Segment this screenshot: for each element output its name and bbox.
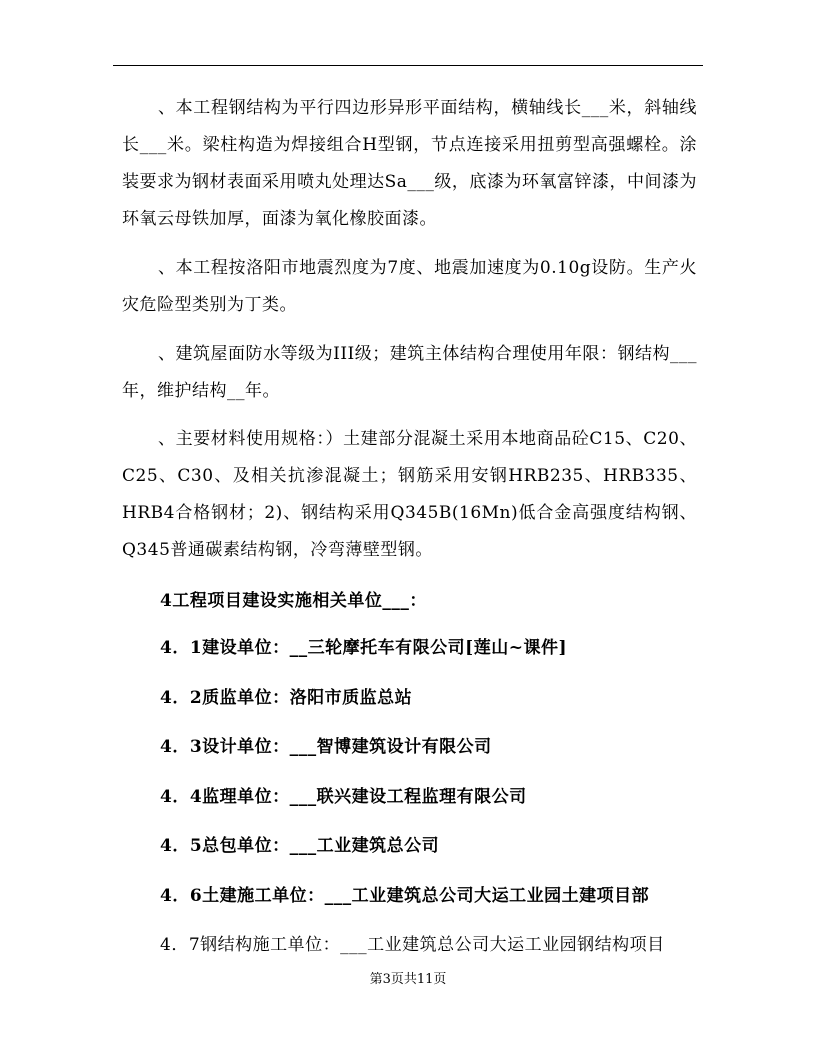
unit-civil-construction: 4．6土建施工单位：___工业建筑总公司大运工业园土建项目部 bbox=[160, 886, 650, 906]
unit-construction: 4．1建设单位：__三轮摩托车有限公司[莲山~课件] bbox=[160, 638, 567, 658]
paragraph-materials: 、主要材料使用规格：）土建部分混凝土采用本地商品砼C15、C20、C25、C30、及相关抗渗混凝土；钢筋采用安钢HRB235、HRB335、HRB4合格钢材；2)、钢结构采用Q345B(16Mn)低合金高强度结构钢、Q345普通碳素结构钢，冷弯薄壁型钢。 bbox=[122, 429, 697, 560]
unit-supervision: 4．4监理单位：___联兴建设工程监理有限公司 bbox=[160, 787, 527, 807]
paragraph-seismic: 、本工程按洛阳市地震烈度为7度、地震加速度为0.10g设防。生产火灾危险型类别为丁类。 bbox=[122, 258, 697, 315]
unit-quality-supervision: 4．2质监单位：洛阳市质监总站 bbox=[160, 688, 413, 708]
unit-general-contractor: 4．5总包单位：___工业建筑总公司 bbox=[160, 836, 440, 856]
section-title: 4工程项目建设实施相关单位___： bbox=[160, 591, 427, 611]
paragraph-waterproof: 、建筑屋面防水等级为III级；建筑主体结构合理使用年限：钢结构___年，维护结构__年。 bbox=[122, 344, 697, 401]
unit-design: 4．3设计单位：___智博建筑设计有限公司 bbox=[160, 737, 492, 757]
unit-steel-construction: 4．7钢结构施工单位：___工业建筑总公司大运工业园钢结构项目 bbox=[160, 935, 665, 955]
page-number: 第3页共11页 bbox=[369, 972, 447, 987]
paragraph-steel-structure: 、本工程钢结构为平行四边形异形平面结构，横轴线长___米，斜轴线长___米。梁柱构造为焊接组合H型钢，节点连接采用扭剪型高强螺栓。涂装要求为钢材表面采用喷丸处理达Sa___级，底漆为环氧富锌漆，中间漆为环氧云母铁加厚，面漆为氧化橡胶面漆。 bbox=[122, 98, 697, 229]
header-rule bbox=[113, 65, 703, 66]
